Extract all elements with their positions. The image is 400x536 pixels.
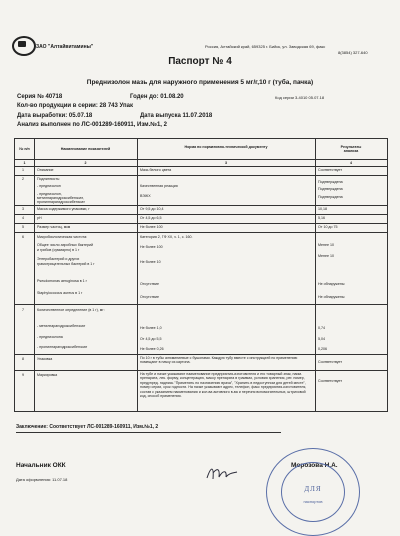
row-4-number: 4 xyxy=(22,216,24,220)
row-4-norm: От 4,5 до 6,5 xyxy=(140,216,162,220)
row-7a-result: 0,74 xyxy=(318,326,325,330)
row-9-number: 9 xyxy=(22,373,24,377)
header-number: № п/п xyxy=(19,147,30,151)
row-2c-result: Подтверждена xyxy=(318,195,343,199)
row-2-name: Подлинность: xyxy=(37,177,60,181)
row-7-number: 7 xyxy=(22,308,24,312)
row-7b-result: 5,04 xyxy=(318,337,325,341)
series-code: Код серии 3-4010 05.07.18 xyxy=(275,95,325,100)
series-number: Серия № 40718 xyxy=(17,94,63,100)
row-1-number: 1 xyxy=(22,168,24,172)
expiry-date: Годен до: 01.08.20 xyxy=(130,94,184,100)
column-number-2: 2 xyxy=(84,161,87,165)
row-6a-name: Общее число аэробных бактерий xyxy=(37,243,94,247)
row-6c-name: Энтеробактерий и других xyxy=(37,257,80,261)
column-number-1: 1 xyxy=(23,161,26,165)
row-1-name: Описание xyxy=(37,168,54,172)
row-7c-result: 0,206 xyxy=(318,347,327,351)
stamp-sublabel: паспортов xyxy=(303,499,323,504)
row-9-result: Соответствует xyxy=(318,379,343,383)
row-8-name: Упаковка xyxy=(37,357,53,361)
row-6b-name: и грибов (суммарно) в 1 г xyxy=(37,248,80,252)
product-name: Преднизолон мазь для наружного применения 5 мг/г,10 г (туба, пачка) xyxy=(86,79,314,86)
row-7a-name: - метилпарагидроксибензоат xyxy=(37,324,86,328)
official-stamp xyxy=(266,448,360,536)
row-2b-name: - преднизолон, xyxy=(37,192,62,196)
header-indicator: Наименование показателей xyxy=(60,147,111,151)
row-3-name: Масса содержимого упаковки, г xyxy=(37,207,90,211)
row-6e-result: Не обнаружены xyxy=(318,282,345,286)
row-3-norm: От 9,5 до 10,4 xyxy=(140,207,164,211)
release-date: Дата выпуска 11.07.2018 xyxy=(140,113,213,119)
row-6a-result: Менее 10 xyxy=(318,243,335,247)
company-logo xyxy=(12,36,36,56)
row-8-number: 8 xyxy=(22,357,24,361)
row-8-result: Соответствует xyxy=(318,360,343,364)
row-5-name: Размер частиц, мкм xyxy=(37,225,71,229)
conclusion-underline xyxy=(16,432,281,433)
analysis-table xyxy=(14,138,388,412)
row-6-number: 6 xyxy=(22,235,24,239)
row-8-norm: По 10 г в тубы алюминиевые с бушонами. Каждую тубу вместе с инструкцией по применению помещают в пачку из картона. xyxy=(140,356,298,365)
row-2a-name: - преднизолон xyxy=(37,184,61,188)
row-7c-name: - пропилпарагидроксибензоат xyxy=(37,345,88,349)
row-2d-name: пропилпарагидроксибензоат xyxy=(37,200,85,204)
row-9-name: Маркировка xyxy=(37,373,58,377)
row-7b-norm: От 4,5 до 5,5 xyxy=(140,337,162,341)
conclusion: Заключение: Соответствует ЛС-001289-160911, Изм.№1, 2 xyxy=(16,424,159,430)
row-3-result: 10,18 xyxy=(318,207,327,211)
issue-date: Дата оформления: 11.07.18 xyxy=(16,477,68,482)
document-title: Паспорт № 4 xyxy=(168,56,232,67)
analysis-reference: Анализ выполнен по ЛС-001289-160911, Изм.№1, 2 xyxy=(17,122,167,128)
row-6-norm: Категория 2, ГФ XII, ч. 1, с. 160. xyxy=(140,235,193,239)
row-6-name: Микробиологическая чистота: xyxy=(37,235,88,239)
row-5-number: 5 xyxy=(22,225,24,229)
row-2b-norm: ВЭЖХ xyxy=(140,194,151,198)
row-3-number: 3 xyxy=(22,207,24,211)
row-4-name: pH xyxy=(37,216,42,220)
row-9-norm: На тубе и пачке указывают наименование предприятия-изготовителя и его товарный знак, наим. препарата, лек. форму, концентрацию, массу препарата в граммах, условия хранения, рег. номер, предупред. надпись "Применять по назначению врача", "Хранить в недоступном для детей месте", номер серии, срок годности. На пачке указывают адрес, телефон, факс предприятия-изготовителя, состав с указанием наименования и кол-ва активного в-ва и перечня вспомогательных, штриховой код, способ применения. xyxy=(140,372,307,399)
row-7c-norm: Не более 0,26 xyxy=(140,347,164,351)
header-result: Результаты анализа xyxy=(340,145,362,154)
row-6e-name: Pseudomonas aeruginosa в 1 г xyxy=(37,279,87,283)
row-4-result: 5,16 xyxy=(318,216,325,220)
row-6d-name: грамотрицательных бактерий в 1 г xyxy=(37,262,95,266)
row-2a-norm: Качественная реакция xyxy=(140,184,178,188)
company-address: Россия, Алтайский край, 659325 г. Бийск, ул. Заводская 69, факс xyxy=(205,44,326,49)
row-6a-norm: Не более 100 xyxy=(140,245,163,249)
stamp-label: ДЛЯ xyxy=(304,485,322,493)
row-7a-norm: Не более 1,0 xyxy=(140,326,162,330)
company-name: ЗАО "Алтайвитамины" xyxy=(36,44,94,50)
column-number-4: 4 xyxy=(350,161,352,165)
handwritten-signature xyxy=(205,464,239,482)
column-number-3: 3 xyxy=(225,161,227,165)
row-5-norm: Не более 100 xyxy=(140,225,163,229)
row-7b-name: - преднизолона xyxy=(37,335,63,339)
company-phone: 8(3854) 327-640 xyxy=(338,50,368,55)
row-2-number: 2 xyxy=(22,177,24,181)
head-title: Начальник ОКК xyxy=(16,462,66,469)
row-6c-result: Менее 10 xyxy=(318,254,335,258)
row-6f-result: Не обнаружены xyxy=(318,295,345,299)
row-6f-name: Staphylococcus aureus в 1 г xyxy=(37,291,83,295)
row-1-norm: Мазь белого цвета xyxy=(140,168,172,172)
row-6e-norm: Отсутствие xyxy=(140,282,159,286)
row-6c-norm: Не более 10 xyxy=(140,260,161,264)
row-2b-result: Подтверждена xyxy=(318,187,343,191)
row-1-result: Соответствует xyxy=(318,168,343,172)
row-2c-name: метилпарагидроксибензоат, xyxy=(37,196,84,200)
row-7-name: Количественное определение (в 1 г), мг: xyxy=(37,308,105,312)
row-2a-result: Подтверждена xyxy=(318,180,343,184)
head-name: Морозова Н.А. xyxy=(291,462,338,469)
header-norm: Норма по нормативно-технической документу xyxy=(184,145,268,149)
quantity: Кол-во продукции в серии: 28 743 Упак xyxy=(17,103,133,109)
row-6f-norm: Отсутствие xyxy=(140,295,159,299)
row-5-result: От 10 до 75 xyxy=(318,225,338,229)
production-date: Дата выработки: 05.07.18 xyxy=(17,113,93,119)
